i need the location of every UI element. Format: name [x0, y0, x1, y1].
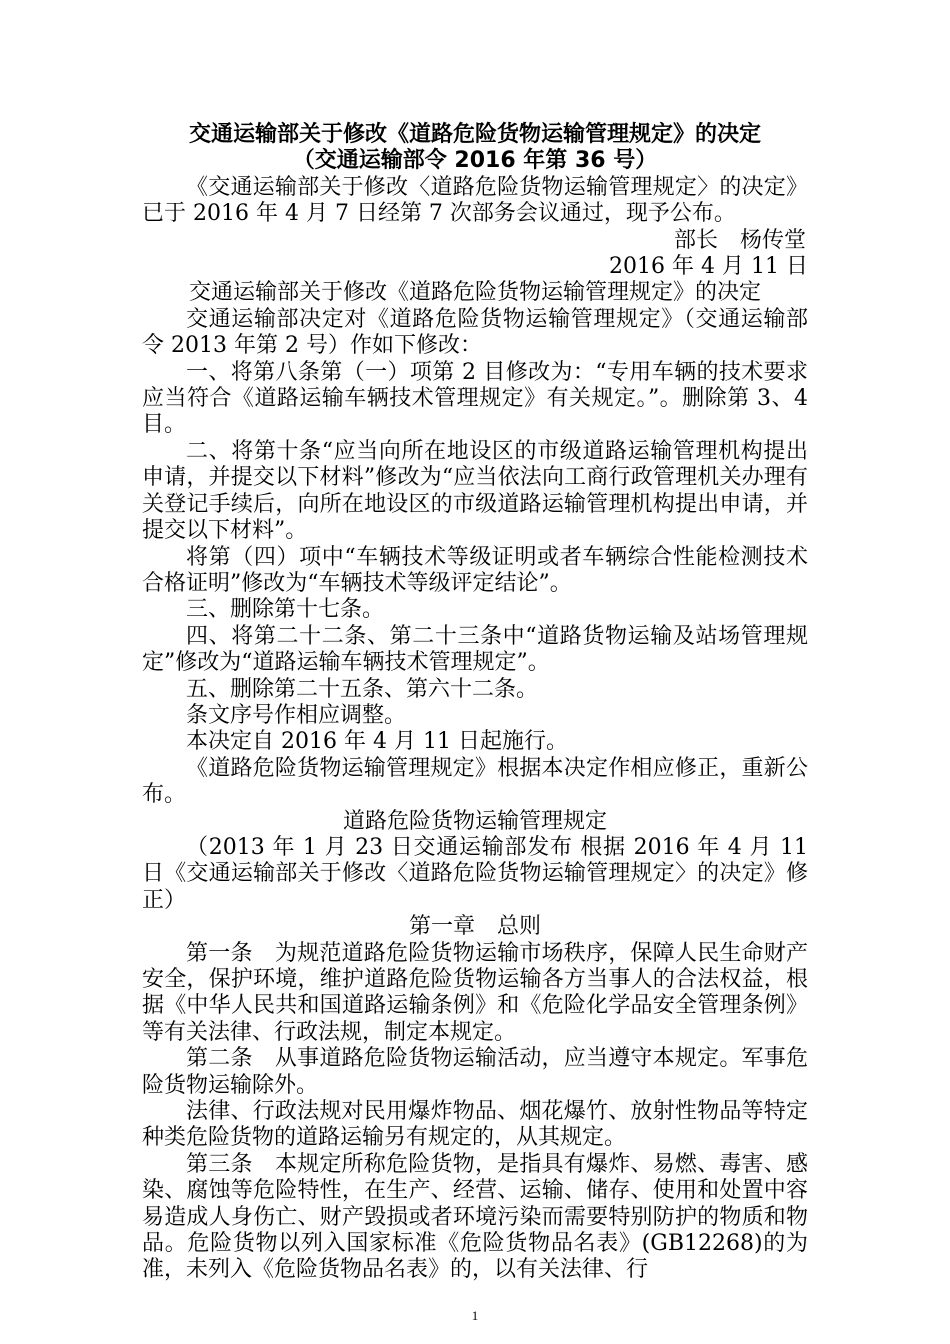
effective-date: 本决定自 2016 年 4 月 11 日起施行。	[186, 729, 568, 755]
amendment-item-4: 四、将第二十二条、第二十三条中“道路货物运输及站场管理规定”修改为“道路运输车辆技术管理规定”。	[142, 623, 808, 676]
article-1: 第一条 为规范道路危险货物运输市场秩序，保障人民生命财产安全，保护环境，维护道路危险货物运输各方当事人的合法权益，根据《中华人民共和国道路运输条例》和《危险化学品安全管理条例》等有关法律、行政法规，制定本规定。	[142, 940, 808, 1045]
amendment-item-1: 一、将第八条第（一）项第 2 目修改为：“专用车辆的技术要求应当符合《道路运输车辆技术管理规定》有关规定。”。删除第 3、4 目。	[142, 359, 808, 438]
document-body	[142, 122, 808, 1284]
amendment-item-5: 五、删除第二十五条、第六十二条。	[186, 676, 539, 702]
decision-title: 交通运输部关于修改《道路危险货物运输管理规定》的决定	[188, 280, 761, 306]
republish-note: 《道路危险货物运输管理规定》根据本决定作相应修正，重新公布。	[142, 755, 808, 808]
intro-paragraph: 《交通运输部关于修改〈道路危险货物运输管理规定〉的决定》已于 2016 年 4 月 7 日经第 7 次部务会议通过，现予公布。	[142, 174, 808, 227]
doc-title: 交通运输部关于修改《道路危险货物运输管理规定》的决定	[188, 122, 761, 147]
renumber-note: 条文序号作相应调整。	[186, 702, 407, 728]
regulation-title: 道路危险货物运输管理规定	[342, 808, 607, 834]
signature-date: 2016 年 4 月 11 日	[609, 254, 808, 280]
regulation-source: （2013 年 1 月 23 日交通运输部发布 根据 2016 年 4 月 11 日《交通运输部关于修改〈道路危险货物运输管理规定〉的决定》修正）	[142, 834, 808, 913]
article-3: 第三条 本规定所称危险货物，是指具有爆炸、易燃、毒害、感染、腐蚀等危险特性，在生产、经营、运输、储存、使用和处置中容易造成人身伤亡、财产毁损或者环境污染而需要特别防护的物质和物品。危险货物以列入国家标准《危险货物品名表》(GB12268)的为准，未列入《危险货物品名表》的，以有关法律、行	[142, 1151, 808, 1283]
amendment-item-3: 三、删除第十七条。	[186, 597, 385, 623]
decision-intro: 交通运输部决定对《道路危险货物运输管理规定》（交通运输部令 2013 年第 2 号）作如下修改：	[142, 306, 808, 359]
page-number: 1	[471, 1308, 479, 1323]
signature: 部长 杨传堂	[673, 227, 806, 253]
article-2-paragraph-2: 法律、行政法规对民用爆炸物品、烟花爆竹、放射性物品等特定种类危险货物的道路运输另有规定的，从其规定。	[142, 1099, 808, 1151]
amendment-item-2: 二、将第十条“应当向所在地设区的市级道路运输管理机构提出申请，并提交以下材料”修改为“应当依法向工商行政管理机关办理有关登记手续后，向所在地设区的市级道路运输管理机构提出申请，并提交以下材料”。	[142, 438, 808, 544]
article-2: 第二条 从事道路危险货物运输活动，应当遵守本规定。军事危险货物运输除外。	[142, 1046, 808, 1098]
amendment-item-2b: 将第（四）项中“车辆技术等级证明或者车辆综合性能检测技术合格证明”修改为“车辆技术等级评定结论”。	[142, 544, 808, 596]
doc-subtitle: （交通运输部令 2016 年第 36 号）	[292, 148, 658, 174]
chapter-heading: 第一章 总则	[408, 914, 541, 940]
